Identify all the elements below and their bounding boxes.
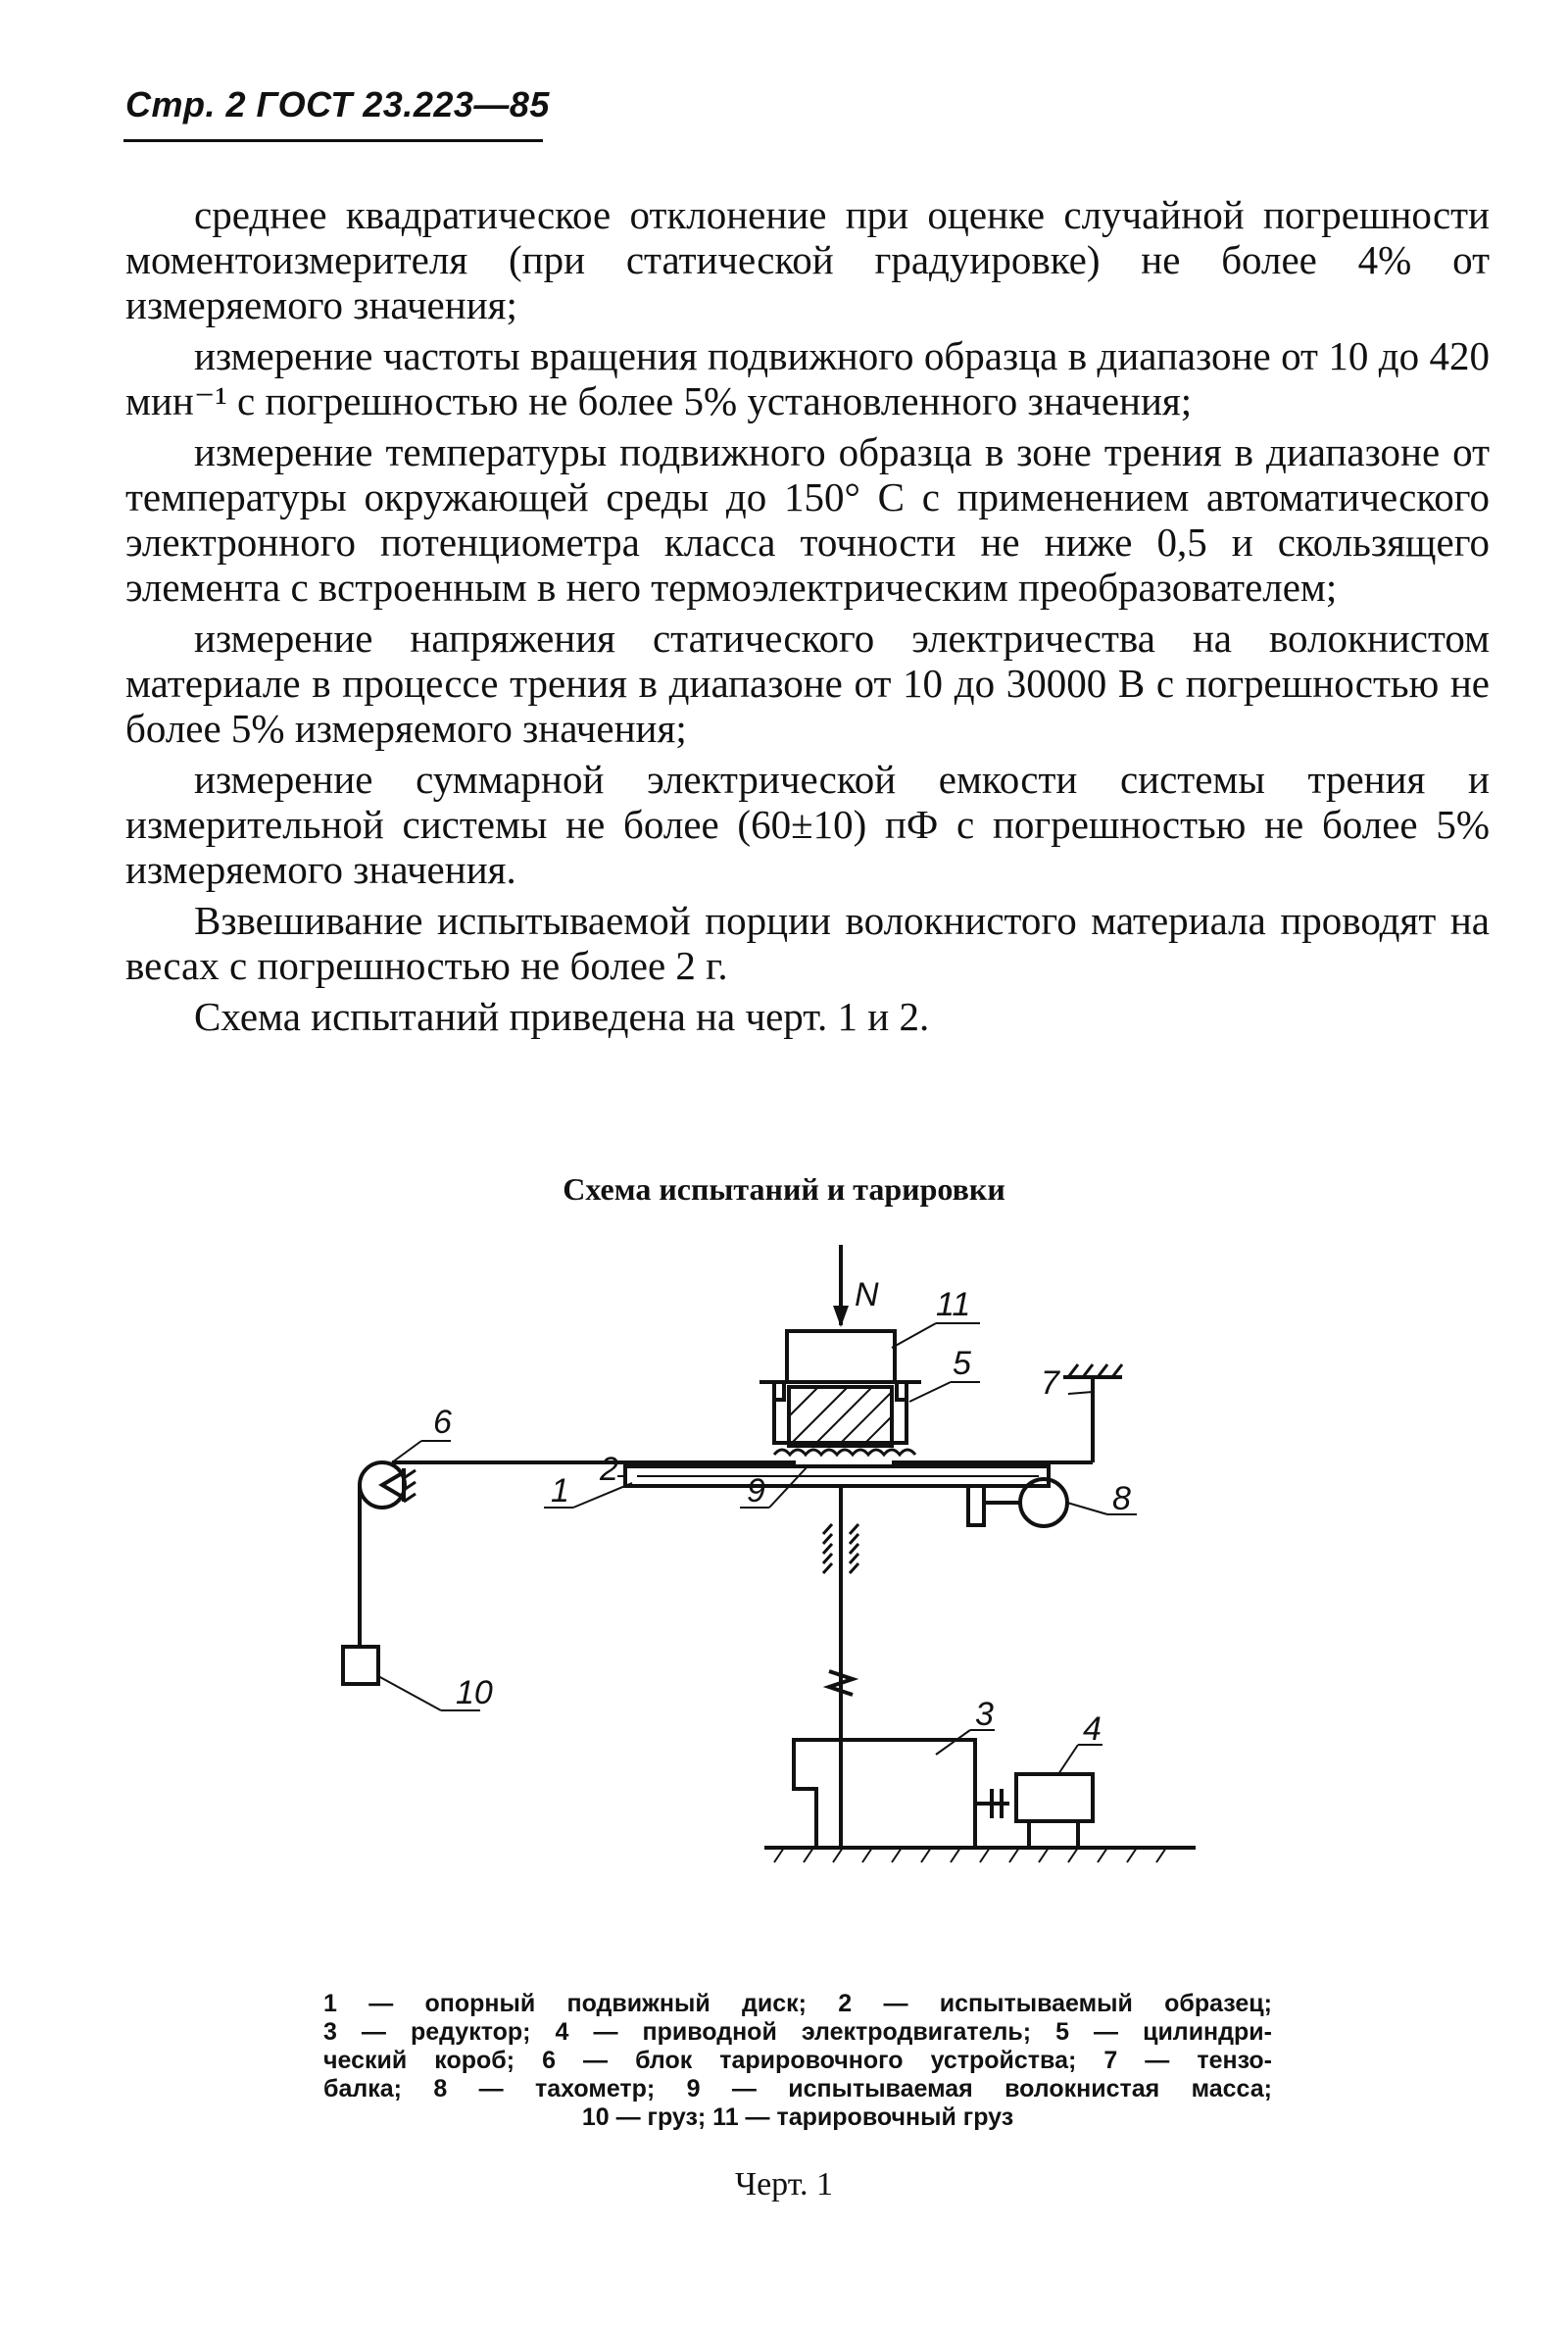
pulley-block <box>382 1472 404 1498</box>
paragraph: измерение температуры подвижного образца в зоне трения в диапазоне от температуры окружающей среды до 150° С с применением автоматического электронного потенциометра класса точности не ниже 0,5 и скользящего элемента с встроенным в него термоэлектрическим преобразователем; <box>125 429 1490 610</box>
weight <box>343 1647 378 1684</box>
label-9: 9 <box>747 1472 765 1509</box>
test-sample <box>789 1387 892 1446</box>
label-5: 5 <box>953 1345 971 1382</box>
force-arrowhead <box>833 1306 849 1327</box>
paragraph: Схема испытаний приведена на черт. 1 и 2. <box>194 994 930 1039</box>
figure-caption: Черт. 1 <box>734 2166 834 2202</box>
page-header: Стр. 2 ГОСТ 23.223—85 <box>125 84 550 124</box>
header-rule <box>123 139 543 142</box>
label-1: 1 <box>551 1472 569 1509</box>
calibration-weight <box>787 1331 895 1382</box>
paragraph: измерение частоты вращения подвижного образца в диапазоне от 10 до 420 мин⁻¹ с погрешностью не более 5% установленного значения; <box>125 333 1490 423</box>
label-10: 10 <box>456 1674 493 1711</box>
body-text <box>125 192 1490 1045</box>
coupling <box>829 1671 853 1695</box>
label-3: 3 <box>975 1696 994 1733</box>
force-label: N <box>855 1276 879 1313</box>
reducer <box>794 1740 975 1848</box>
sample-hatching <box>789 1387 892 1446</box>
electric-motor <box>1016 1774 1093 1821</box>
legend-line: 3 — редуктор; 4 — приводной электродвигатель; 5 — цилиндри- <box>323 2018 1272 2046</box>
figure-legend <box>323 1990 1272 2132</box>
label-4: 4 <box>1083 1710 1102 1748</box>
paragraph: среднее квадратическое отклонение при оценке случайной погрешности моментоизмерителя (при статической градуировке) не более 4% от измеряемого значения; <box>125 192 1490 327</box>
label-11: 11 <box>936 1286 971 1323</box>
paragraph: измерение суммарной электрической емкости системы трения и измерительной системы не более (60±10) пФ с погрешностью не более 5% измеряемого значения. <box>125 757 1490 892</box>
cylindrical-box <box>774 1392 906 1443</box>
label-6: 6 <box>433 1404 452 1441</box>
figure-title: Схема испытаний и тарировки <box>563 1171 1005 1207</box>
legend-line: ческий короб; 6 — блок тарировочного устройства; 7 — тензо- <box>323 2047 1272 2074</box>
ground-hatching <box>774 1848 1166 1862</box>
fibrous-mass <box>774 1450 915 1455</box>
legend-line: балка; 8 — тахометр; 9 — испытываемая волокнистая масса; <box>323 2075 1272 2103</box>
paragraph: измерение напряжения статического электричества на волокнистом материале в процессе трения в диапазоне от 10 до 30000 В с погрешностью не более 5% измеряемого значения; <box>125 616 1490 751</box>
test-scheme-diagram <box>294 1245 1274 1955</box>
legend-line: 10 — груз; 11 — тарировочный груз <box>581 2103 1014 2131</box>
label-8: 8 <box>1112 1480 1131 1517</box>
label-2: 2 <box>600 1451 618 1488</box>
paragraph: Взвешивание испытываемой порции волокнистого материала проводят на весах с погрешностью не более 2 г. <box>125 898 1490 988</box>
legend-line: 1 — опорный подвижный диск; 2 — испытываемый образец; <box>323 1990 1272 2017</box>
box-left-flange <box>760 1382 784 1400</box>
tachometer-mount <box>968 1486 984 1525</box>
label-7: 7 <box>1041 1364 1059 1402</box>
